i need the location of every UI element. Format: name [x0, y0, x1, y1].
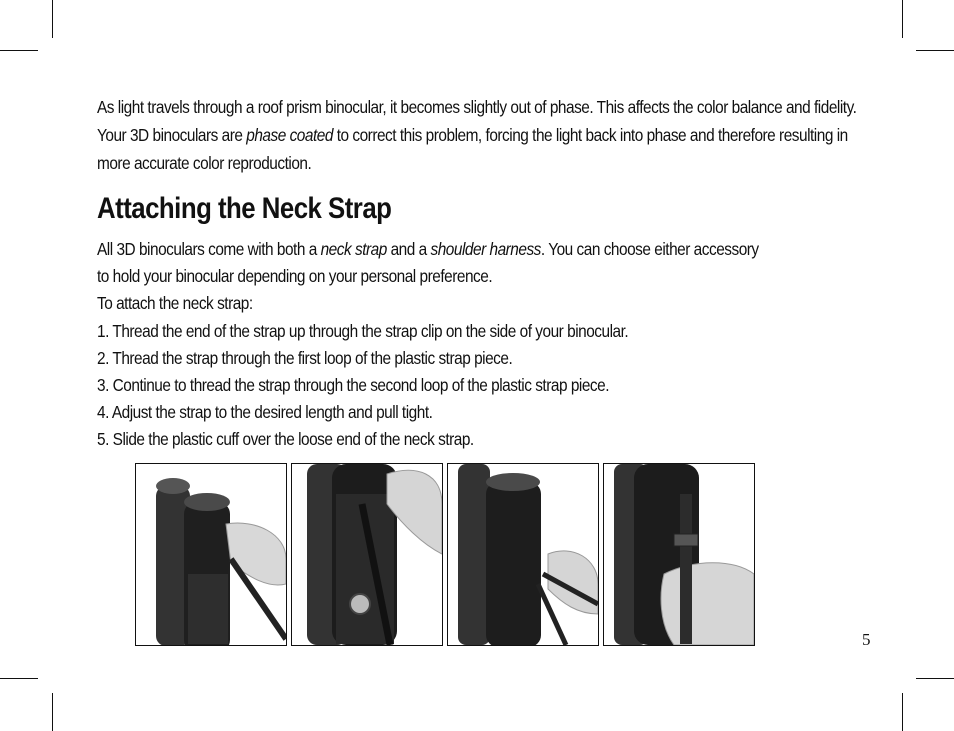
crop-mark [0, 50, 38, 51]
crop-mark [902, 693, 903, 731]
intro-paragraph [97, 93, 889, 177]
instructions-label: To attach the neck strap: [97, 293, 253, 314]
binocular-illustration [604, 464, 754, 645]
crop-mark [916, 50, 954, 51]
binocular-illustration [136, 464, 286, 645]
intro-emphasis: phase coated [246, 125, 333, 145]
lead-line-1 [97, 236, 889, 263]
lead-text: . You can choose either accessory [540, 239, 759, 259]
lead-line-2: to hold your binocular depending on your personal preference. [97, 266, 493, 287]
photo-step-1 [135, 463, 287, 646]
step-3: 3. Continue to thread the strap through the second loop of the plastic strap piece. [97, 375, 610, 396]
lead-emphasis-neck-strap: neck strap [320, 239, 387, 259]
lead-text: All 3D binoculars come with both a [97, 239, 321, 259]
step-4: 4. Adjust the strap to the desired length and pull tight. [97, 402, 433, 423]
page-number: 5 [862, 630, 871, 649]
lead-emphasis-shoulder-harness: shoulder harness [430, 239, 541, 259]
intro-text: As light travels through a roof prism binocular, it becomes slightly out of phase. This affects the color balance and fidelity. Your 3D binoculars are [97, 97, 857, 145]
binocular-illustration [448, 464, 598, 645]
section-heading: Attaching the Neck Strap [97, 192, 392, 225]
intro-text-end: to correct this problem, forcing the light back into phase and therefore resulting in more accurate color reproduction. [97, 125, 848, 173]
photo-step-2 [291, 463, 443, 646]
section-body [97, 236, 889, 454]
crop-mark [52, 0, 53, 38]
crop-mark [916, 678, 954, 679]
step-2: 2. Thread the strap through the first loop of the plastic strap piece. [97, 347, 513, 368]
crop-mark [902, 0, 903, 38]
crop-mark [0, 678, 38, 679]
step-1: 1. Thread the end of the strap up through the strap clip on the side of your binocular. [97, 320, 629, 341]
photo-step-3 [447, 463, 599, 646]
step-5: 5. Slide the plastic cuff over the loose end of the neck strap. [97, 429, 474, 450]
photo-step-4 [603, 463, 755, 646]
binocular-illustration [292, 464, 442, 645]
lead-text: and a [386, 239, 431, 259]
crop-mark [52, 693, 53, 731]
